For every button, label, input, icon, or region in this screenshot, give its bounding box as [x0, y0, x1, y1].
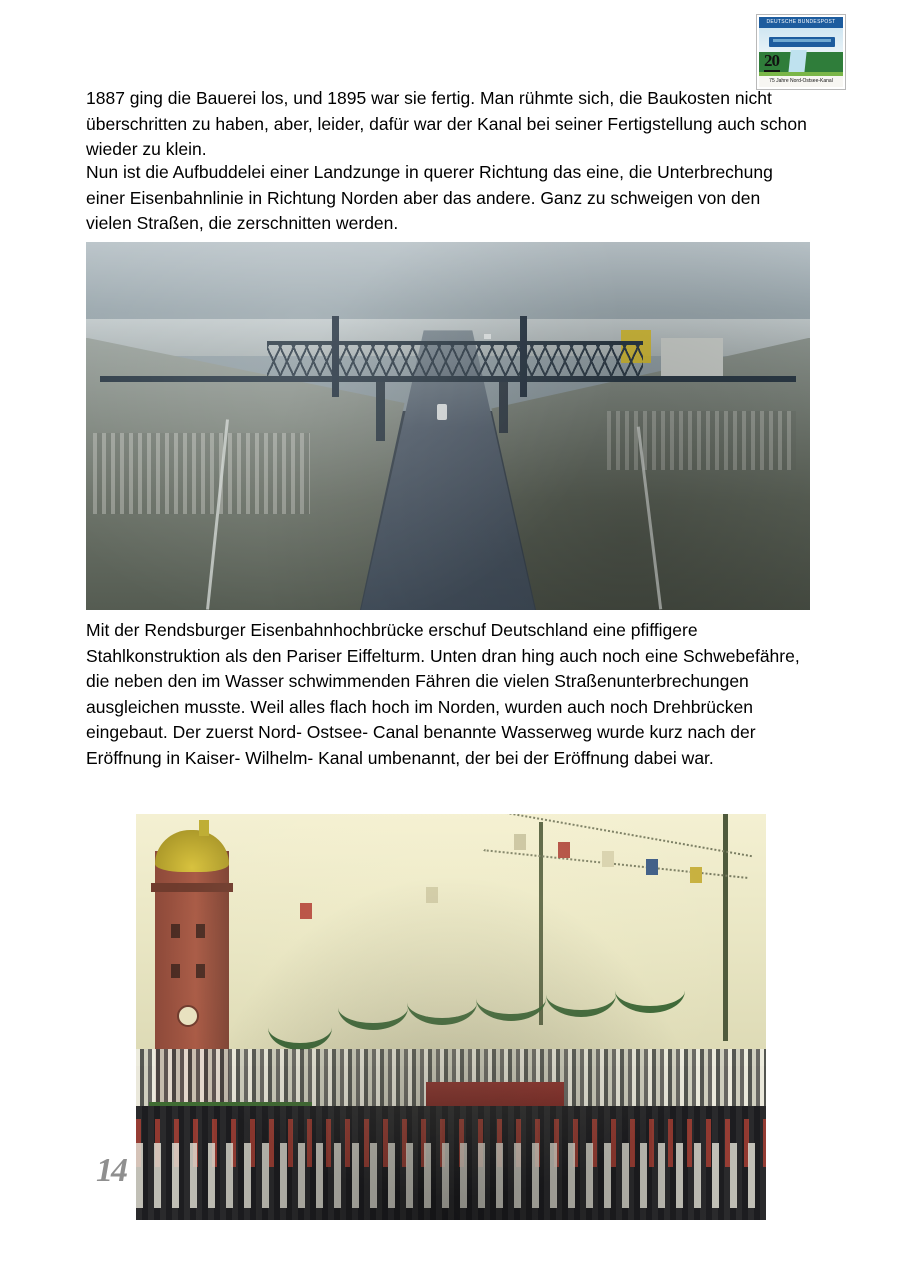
stamp-bridge-icon [769, 37, 835, 47]
stamp-issuer-band [759, 17, 843, 28]
postage-stamp [756, 14, 846, 90]
paragraph-landscape-interruptions: Nun ist die Aufbuddelei einer Landzunge in querer Richtung das eine, die Unterbrechung einer Eisenbahnlinie in Richtung Norden aber das andere. Ganz zu schweigen von den vielen Straßen, die zerschnitten werden. [86, 162, 773, 233]
photo-rendsburg-high-bridge [86, 242, 810, 610]
stamp-denomination [764, 51, 780, 72]
photo-grain-overlay [86, 242, 810, 610]
photo-canal-opening-ceremony [136, 814, 766, 1220]
ceremony-tint-overlay [136, 814, 766, 1220]
paragraph-construction-history: 1887 ging die Bauerei los, und 1895 war sie fertig. Man rühmte sich, die Baukosten nicht überschritten zu haben, aber, leider, dafür war der Kanal bei seiner Fertigstellung auch schon wieder zu klein. [86, 88, 807, 159]
stamp-artwork [759, 17, 843, 87]
stamp-caption-label: 75 Jahre Nord-Ostsee-Kanal [769, 78, 833, 84]
stamp-denomination-underline [764, 70, 780, 72]
stamp-issuer-label: DEUTSCHE BUNDESPOST [766, 19, 836, 25]
page-number: 14 [96, 1152, 126, 1189]
paragraph-bridge-description: Mit der Rendsburger Eisenbahnhochbrücke erschuf Deutschland eine pfiffigere Stahlkonstruktion als den Pariser Eiffelturm. Unten dran hing auch noch eine Schwebefähre, die neben den im Wasser schwimmenden Fähren die vielen Straßenunterbrechungen ausgleichen musste. Weil alles flach hoch im Norden, wurden auch noch Drehbrücken eingebaut. Der zuerst Nord- Ostsee- Canal benannte Wasserweg wurde kurz nach der Eröffnung in Kaiser- Wilhelm- Kanal umbenannt, der bei der Eröffnung dabei war. [86, 620, 800, 768]
stamp-denomination-value: 20 [764, 51, 779, 70]
